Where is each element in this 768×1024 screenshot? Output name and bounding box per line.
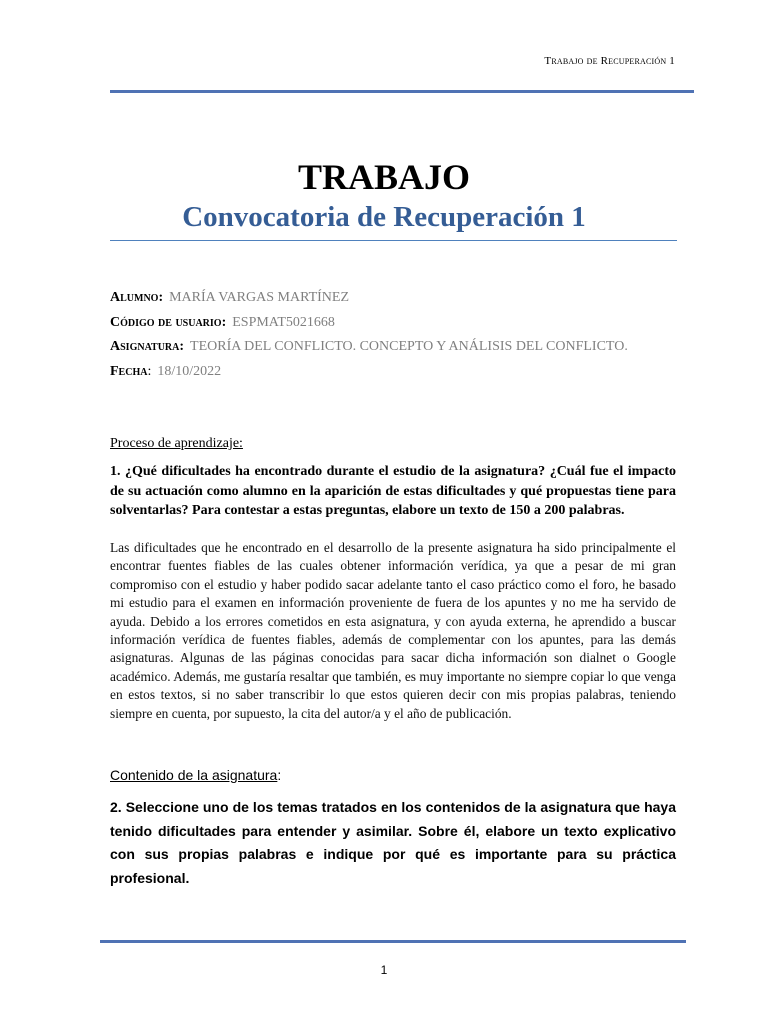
section-heading-subject-content-text: Contenido de la asignatura [110,767,278,783]
student-info [110,288,628,386]
student-row [110,288,628,313]
student-value: MARÍA VARGAS MARTÍNEZ [169,290,349,305]
date-row [110,362,628,387]
header-rule [110,90,694,93]
subject-value: TEORÍA DEL CONFLICTO. CONCEPTO Y ANÁLISIS DEL CONFLICTO. [190,339,628,354]
document-subtitle: Convocatoria de Recuperación 1 [182,201,586,233]
question-2: 2. Seleccione uno de los temas tratados en los contenidos de la asignatura que haya tenido dificultades para entender y asimilar. Sobre él, elabore un texto explicativo con sus propias palabras e indique por qué es importante para su práctica profesional. [110,799,676,886]
date-label: Fecha [110,363,148,379]
running-header: Trabajo de Recuperación 1 [544,55,675,67]
subject-label: Asignatura: [110,339,185,354]
date-value: 18/10/2022 [157,363,222,379]
document-title: TRABAJO [297,157,471,197]
section-heading-colon: : [277,767,282,783]
user-code-value: ESPMAT5021668 [232,314,335,330]
subject-row [110,337,628,362]
question-1: 1. ¿Qué dificultades ha encontrado durante el estudio de la asignatura? ¿Cuál fue el impacto de su actuación como alumno en la aparición de estas dificultades y qué propuestas tiene para solventarlas? Para contestar a estas preguntas, elabore un texto de 150 a 200 palabras. [110,464,676,518]
footer-rule [100,940,686,943]
page-number: 1 [380,963,388,977]
student-label: Alumno: [110,290,164,305]
section-heading-learning-process: Proceso de aprendizaje: [110,436,243,451]
user-code-label: Código de usuario: [110,314,227,330]
answer-1: Las dificultades que he encontrado en el desarrollo de la presente asignatura ha sido principalmente el encontrar fuentes fiables de las cuales obtener información verídica, ya que a pesar de mi gran compromiso con el estudio y haber podido sacar adelante tanto el caso práctico como el foro, he basado mi estudio para el examen en información proveniente de fuera de los apuntes y no me ha servido de ayuda. Debido a los errores cometidos en esta asignatura, y con ayuda externa, he aprendido a buscar información verídica de fuentes fiables, además de complementar con los apuntes, para las demás asignaturas. Algunas de las páginas conocidas para sacar dicha información son dialnet o Google académico. Además, me gustaría resaltar que también, es muy importante no siempre copiar lo que venga en estos textos, si no saber transcribir lo que estos quieren decir con mis propias palabras, teniendo siempre en cuenta, por supuesto, la cita del autor/a y el año de publicación. [110,540,676,721]
subtitle-rule [110,240,677,241]
section-heading-subject-content [110,767,281,783]
user-code-row [110,313,628,338]
date-colon: : [147,363,152,379]
